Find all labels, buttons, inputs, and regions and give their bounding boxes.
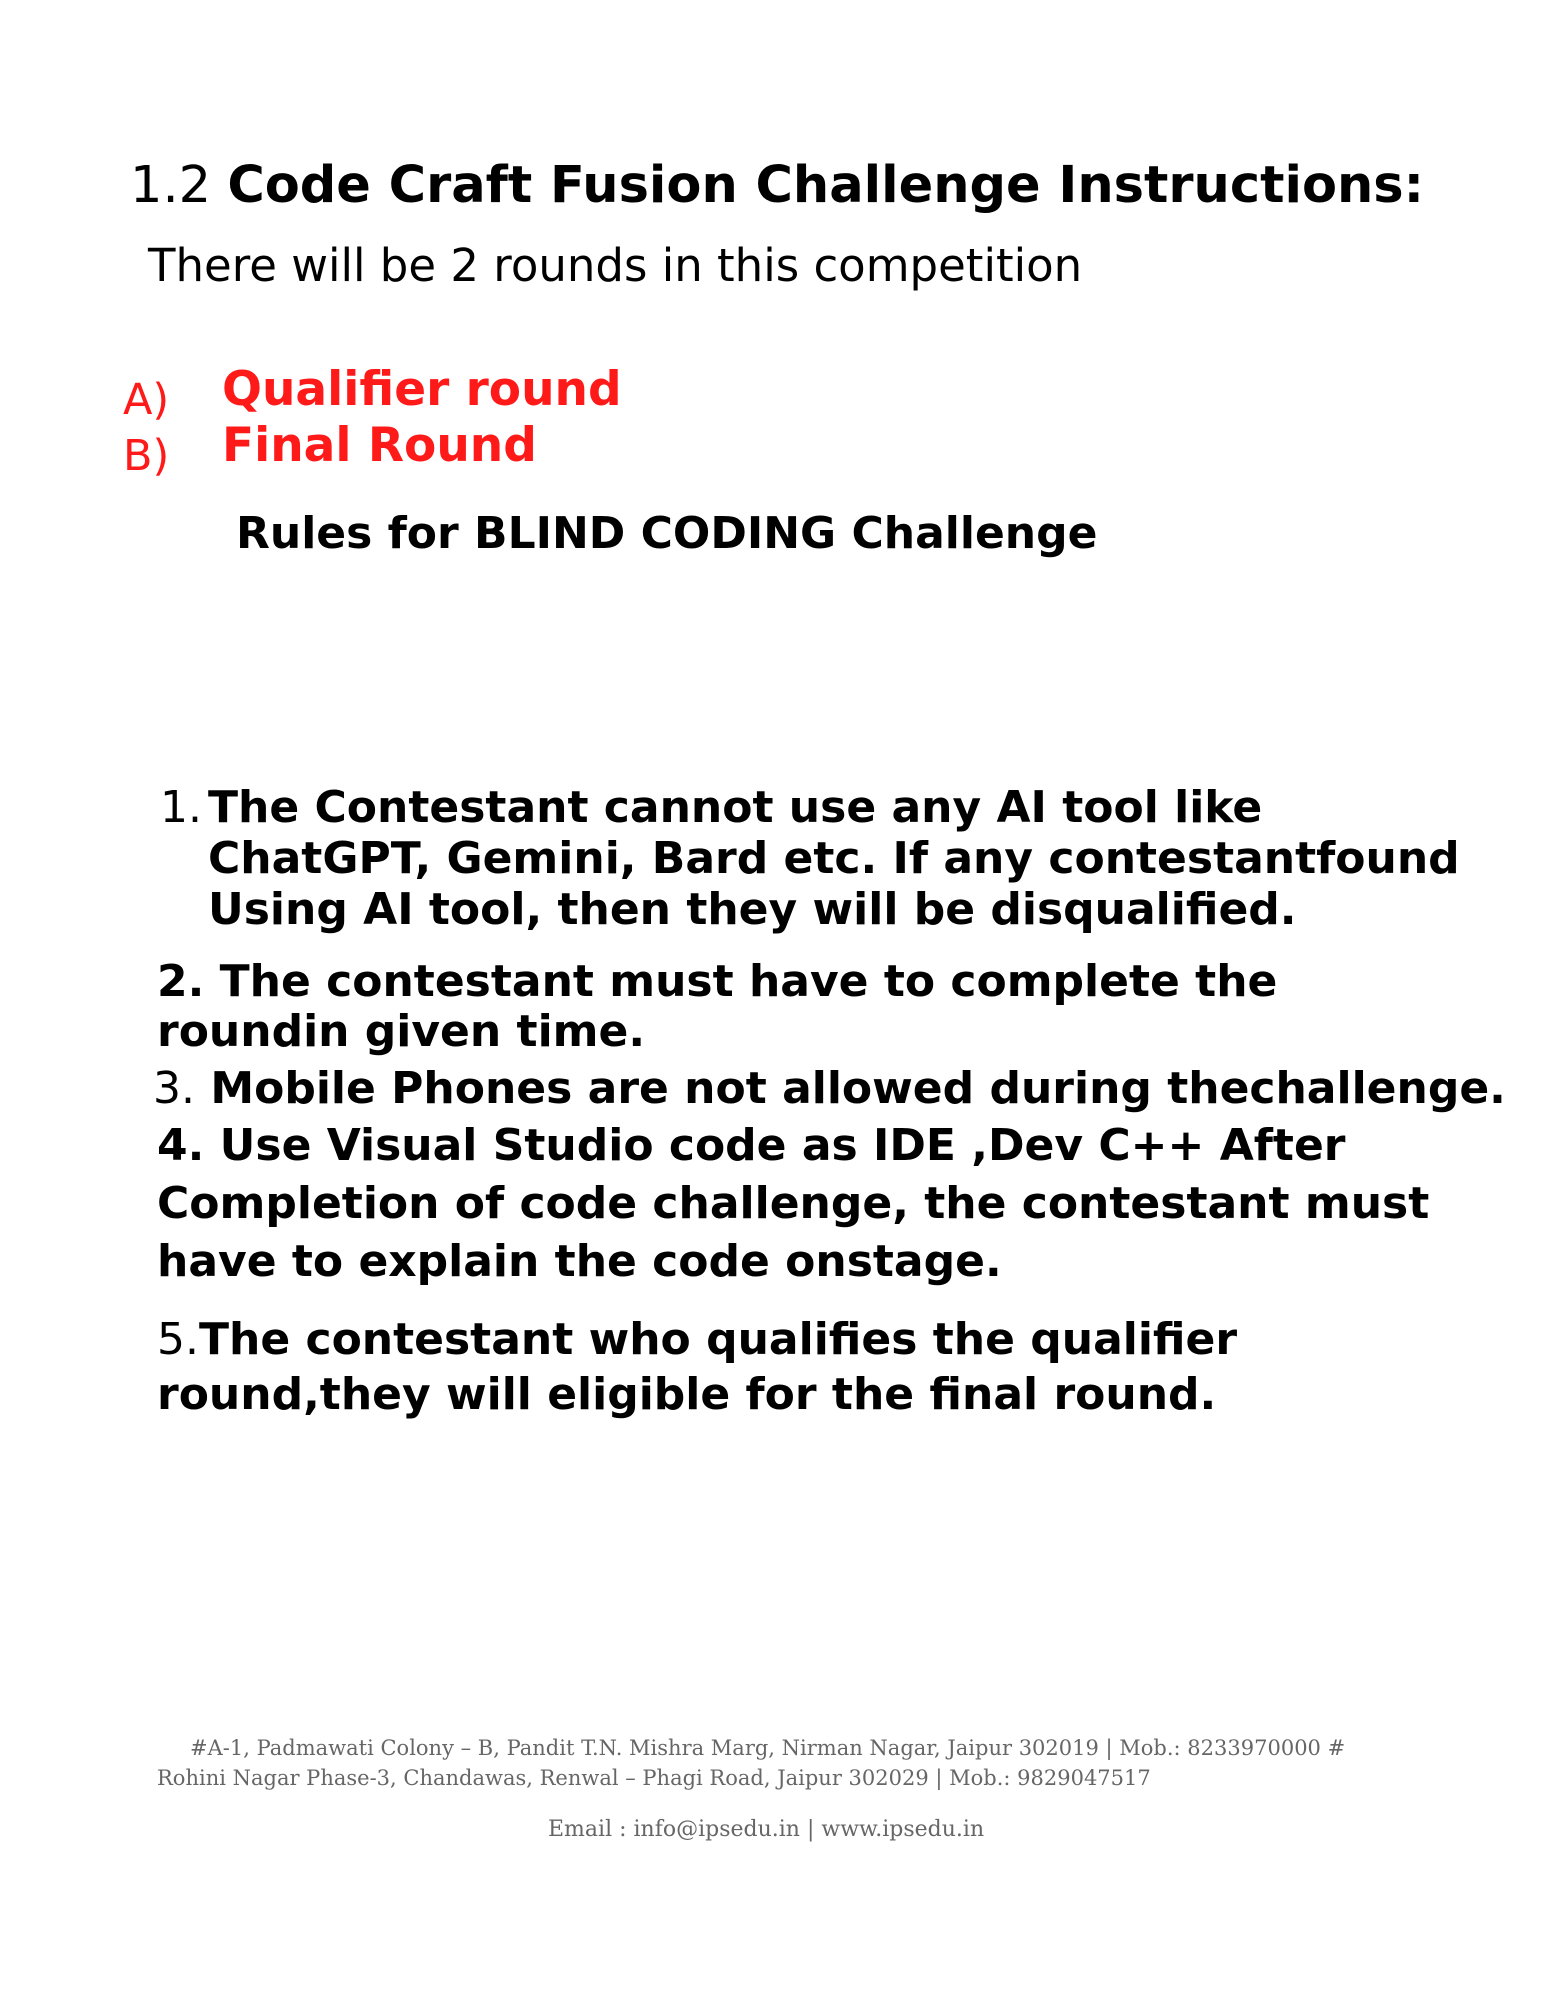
round-label-qualifier: Qualifier round [222, 362, 622, 417]
rule-1-line-2: ChatGPT, Gemini, Bard etc. If any contestantfound [208, 833, 1460, 884]
rule-4-line-3: have to explain the code onstage. [157, 1236, 1002, 1287]
rule-1-line-1: The Contestant cannot use any AI tool like [208, 782, 1263, 833]
round-marker-b: B) [123, 431, 170, 481]
rule-1-number: 1. [160, 782, 202, 833]
rule-2 [157, 957, 1277, 1057]
section-title: Code Craft Fusion Challenge Instructions: [227, 156, 1425, 215]
page-heading [130, 150, 1424, 222]
intro-text: There will be 2 rounds in this competition [148, 239, 1083, 292]
rule-5-line-1: The contestant who qualifies the qualifier [198, 1314, 1238, 1365]
rules-title: Rules for BLIND CODING Challenge [236, 508, 1098, 559]
rule-5-line-2: round,they will eligible for the final round. [157, 1369, 1217, 1420]
rule-1 [208, 782, 1460, 935]
rule-4-line-2: Completion of code challenge, the contestant must [157, 1178, 1430, 1229]
round-marker-a: A) [123, 375, 170, 425]
rule-4 [157, 1117, 1429, 1291]
footer-contact: Email : info@ipsedu.in | www.ipsedu.in [548, 1817, 985, 1842]
rule-2-line-1: 2. The contestant must have to complete the [157, 956, 1278, 1007]
rule-2-line-2: roundin given time. [157, 1006, 646, 1057]
round-label-final: Final Round [222, 418, 537, 473]
rule-3-text: Mobile Phones are not allowed during thechallenge. [210, 1063, 1506, 1114]
rule-5 [157, 1312, 1237, 1422]
footer-address-line-2: Rohini Nagar Phase-3, Chandawas, Renwal – Phagi Road, Jaipur 302029 | Mob.: 9829047517 [157, 1766, 1151, 1790]
rule-5-number: 5. [157, 1314, 199, 1365]
rule-1-line-3: Using AI tool, then they will be disqualified. [208, 884, 1297, 935]
rule-3 [153, 1063, 1506, 1114]
section-number: 1.2 [130, 156, 212, 215]
footer-address-line-1: #A-1, Padmawati Colony – B, Pandit T.N. Mishra Marg, Nirman Nagar, Jaipur 302019 | Mob.: 8233970000 # [190, 1736, 1346, 1760]
rule-4-line-1: 4. Use Visual Studio code as IDE ,Dev C++ After [157, 1120, 1346, 1171]
rule-3-number: 3. [153, 1063, 195, 1114]
